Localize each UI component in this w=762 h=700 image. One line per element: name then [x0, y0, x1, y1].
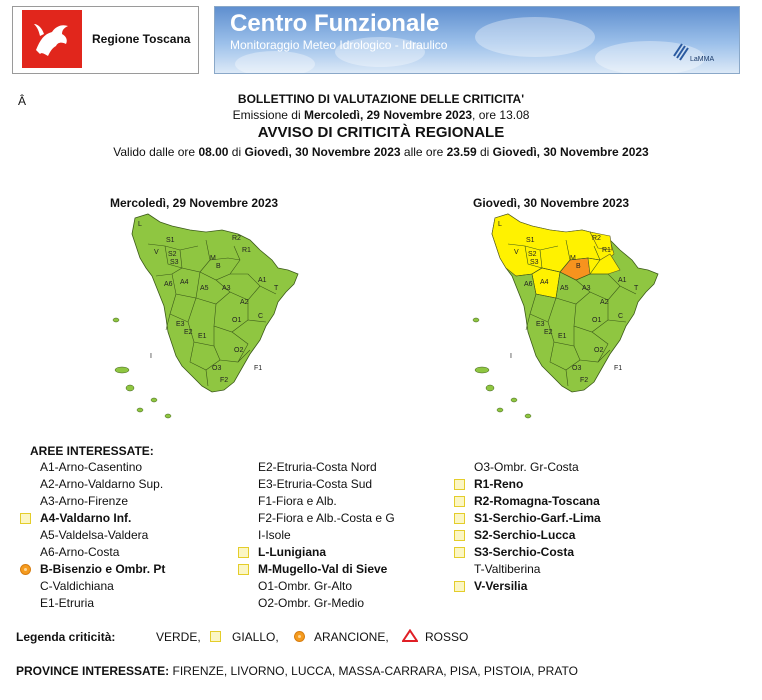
legend-giallo: GIALLO, [232, 630, 279, 644]
island [151, 398, 157, 402]
island [137, 408, 143, 412]
legend-arancione-marker-icon [294, 631, 305, 642]
giallo-alert-marker-icon [454, 547, 465, 558]
area-item: R2-Romagna-Toscana [474, 494, 600, 508]
area-item: E1-Etruria [40, 596, 95, 610]
giallo-alert-marker-icon [454, 530, 465, 541]
island [165, 414, 171, 418]
zone-label: E2 [544, 329, 553, 336]
zone-label: O3 [212, 365, 222, 372]
area-item: T-Valtiberina [474, 562, 541, 576]
zone-label: I [510, 353, 512, 360]
area-item: B-Bisenzio e Ombr. Pt [40, 562, 166, 576]
zone-label: B [576, 263, 581, 270]
area-item: S3-Serchio-Costa [474, 545, 575, 559]
legend-giallo-marker-icon [210, 631, 221, 642]
zone-label: A5 [200, 285, 209, 292]
zone-label: M [210, 255, 216, 262]
area-item: O3-Ombr. Gr-Costa [474, 460, 579, 474]
area-item: A5-Valdelsa-Valdera [40, 528, 149, 542]
legend-verde: VERDE, [156, 630, 201, 644]
giallo-alert-marker-icon [238, 564, 249, 575]
tuscany-map-today [110, 210, 310, 425]
valid-mid1: di [228, 145, 245, 159]
giallo-alert-marker-icon [20, 513, 31, 524]
valid-mid3: di [476, 145, 493, 159]
zone-label: L [498, 221, 502, 228]
zone-label: O1 [232, 317, 242, 324]
area-item: M-Mugello-Val di Sieve [258, 562, 388, 576]
giallo-alert-marker-icon [454, 581, 465, 592]
area-item: L-Lunigiana [258, 545, 326, 559]
zone-label: A1 [258, 277, 267, 284]
island [497, 408, 503, 412]
zone-label: O2 [594, 347, 604, 354]
zone-label: O3 [572, 365, 582, 372]
banner-title: Centro Funzionale [230, 10, 440, 37]
region-flag-icon [22, 10, 82, 68]
zone-label: C [258, 313, 264, 320]
zone-label: O2 [234, 347, 244, 354]
area-item: S1-Serchio-Garf.-Lima [474, 511, 601, 525]
validity-line [0, 145, 762, 159]
zone-label: S1 [526, 237, 535, 244]
giallo-alert-marker-icon [454, 496, 465, 507]
area-item: S2-Serchio-Lucca [474, 528, 576, 542]
bulletin-title: BOLLETTINO DI VALUTAZIONE DELLE CRITICITA' [237, 92, 525, 106]
island [511, 398, 517, 402]
legend-rosso: ROSSO [425, 630, 469, 644]
emission-suffix: , ore 13.08 [472, 108, 530, 122]
provinces-line [16, 664, 578, 678]
zone-label: A2 [240, 299, 249, 306]
zone-label: T [634, 285, 639, 292]
zone-label: S2 [168, 251, 177, 258]
zone-label: E2 [184, 329, 193, 336]
giallo-alert-marker-icon [454, 479, 465, 490]
zone-label: E3 [536, 321, 545, 328]
valid-from-date: Giovedì, 30 Novembre 2023 [244, 145, 401, 159]
area-item: A1-Arno-Casentino [40, 460, 143, 474]
zone-label: E1 [558, 333, 567, 340]
area-item: R1-Reno [474, 477, 524, 491]
zone-label: C [618, 313, 624, 320]
zone-label: B [216, 263, 221, 270]
zone-label: A4 [540, 279, 549, 286]
stray-character: Â [18, 94, 27, 108]
island [113, 318, 119, 322]
notice-title: AVVISO DI CRITICITÀ REGIONALE [257, 124, 505, 141]
valid-to-time: 23.59 [446, 145, 477, 159]
zone-label: F1 [254, 365, 263, 372]
zone-label: R1 [602, 247, 611, 254]
island [525, 414, 531, 418]
zone-label: F2 [580, 377, 589, 384]
zone-label: L [138, 221, 142, 228]
zone-label: V [514, 249, 519, 256]
island [486, 385, 494, 391]
area-item: I-Isole [258, 528, 291, 542]
legend-arancione: ARANCIONE, [314, 630, 389, 644]
zone-label: E3 [176, 321, 185, 328]
emission-line [0, 108, 762, 122]
zone-label: O1 [592, 317, 602, 324]
giallo-alert-marker-icon [454, 513, 465, 524]
zone-label: A4 [180, 279, 189, 286]
island [115, 367, 129, 373]
valid-from-time: 08.00 [198, 145, 229, 159]
zone-label: V [154, 249, 159, 256]
area-item: O2-Ombr. Gr-Medio [258, 596, 365, 610]
provinces-label: PROVINCE INTERESSATE: [16, 664, 170, 678]
island [126, 385, 134, 391]
zone-label: S3 [530, 259, 539, 266]
area-item: V-Versilia [474, 579, 528, 593]
zone-label: A6 [164, 281, 173, 288]
area-item: A6-Arno-Costa [40, 545, 120, 559]
zone-label: A5 [560, 285, 569, 292]
valid-prefix: Valido dalle ore [113, 145, 199, 159]
org-name: Regione Toscana [92, 32, 191, 46]
zone-label: A2 [600, 299, 609, 306]
area-item: E2-Etruria-Costa Nord [258, 460, 377, 474]
zone-label: I [150, 353, 152, 360]
zone-label: E1 [198, 333, 207, 340]
legend-rosso-marker-icon [402, 629, 418, 647]
zone-label: F2 [220, 377, 229, 384]
areas-title: AREE INTERESSATE: [30, 444, 154, 458]
area-item: E3-Etruria-Costa Sud [258, 477, 373, 491]
emission-date: Mercoledì, 29 Novembre 2023 [303, 108, 473, 122]
arancione-alert-marker-icon [20, 564, 31, 575]
giallo-alert-marker-icon [238, 547, 249, 558]
zone-label: S1 [166, 237, 175, 244]
area-item: C-Valdichiana [40, 579, 114, 593]
zone-label: R1 [242, 247, 251, 254]
map-title-today: Mercoledì, 29 Novembre 2023 [110, 196, 279, 210]
map-title-tomorrow: Giovedì, 30 Novembre 2023 [473, 196, 630, 210]
tuscany-map-tomorrow [470, 210, 670, 425]
area-item: F1-Fiora e Alb. [258, 494, 337, 508]
zone-label: M [570, 255, 576, 262]
provinces-list: FIRENZE, LIVORNO, LUCCA, MASSA-CARRARA, PISA, PISTOIA, PRATO [172, 664, 578, 678]
area-item: O1-Ombr. Gr-Alto [258, 579, 353, 593]
zone-label: A6 [524, 281, 533, 288]
area-item: A3-Arno-Firenze [40, 494, 129, 508]
zone-label: S3 [170, 259, 179, 266]
area-item: A2-Arno-Valdarno Sup. [40, 477, 164, 491]
emission-prefix: Emissione di [232, 108, 304, 122]
island [475, 367, 489, 373]
island [473, 318, 479, 322]
zone-label: R2 [232, 235, 241, 242]
valid-mid2: alle ore [400, 145, 447, 159]
area-item: A4-Valdarno Inf. [40, 511, 132, 525]
zone-label: A3 [582, 285, 591, 292]
zone-label: S2 [528, 251, 537, 258]
legend-label: Legenda criticità: [16, 630, 116, 644]
area-item: F2-Fiora e Alb.-Costa e G [258, 511, 395, 525]
valid-to-date: Giovedì, 30 Novembre 2023 [492, 145, 649, 159]
banner-subtitle: Monitoraggio Meteo Idrologico - Idraulico [230, 38, 448, 52]
zone-label: A1 [618, 277, 627, 284]
zone-label: A3 [222, 285, 231, 292]
zone-label: T [274, 285, 279, 292]
zone-label: F1 [614, 365, 623, 372]
zone-label: R2 [592, 235, 601, 242]
lamma-logo-text: LaMMA [690, 56, 715, 63]
